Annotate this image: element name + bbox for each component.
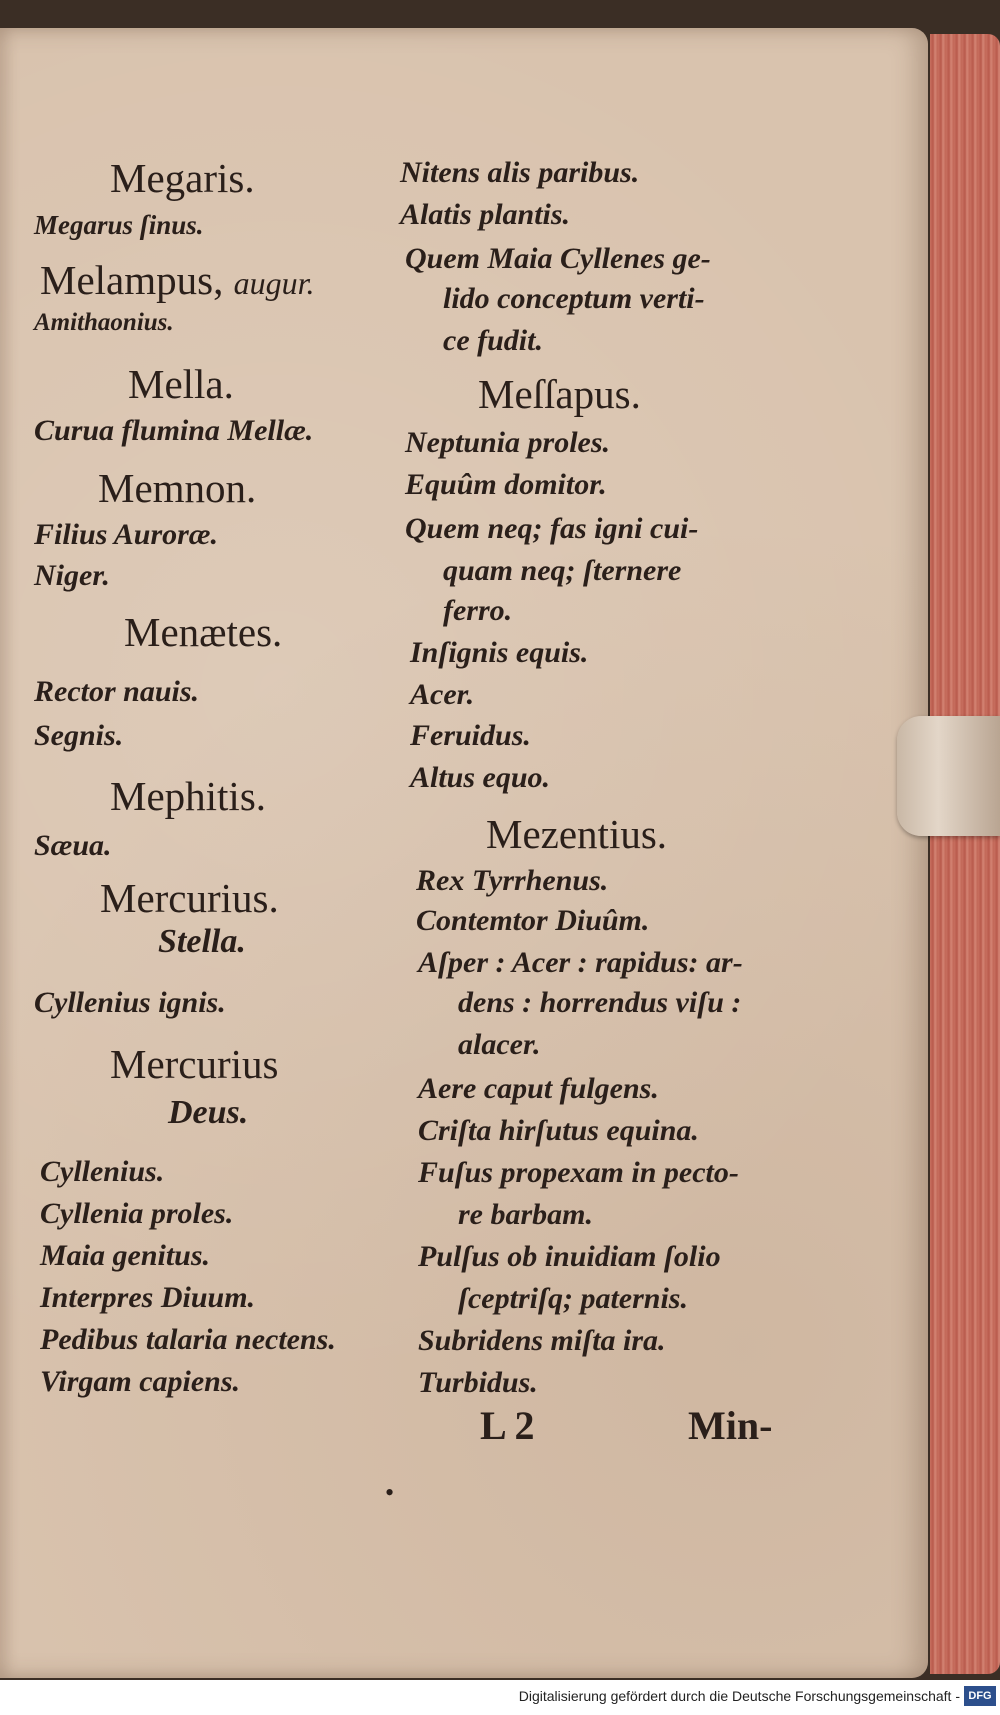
- entry-maia-genitus: Maia genitus.: [40, 1239, 211, 1272]
- entry-nitens-alis: Nitens alis paribus.: [400, 156, 640, 189]
- heading-mercurius-deus: Mercurius: [110, 1041, 279, 1087]
- entry-fusus-line2: re barbam.: [458, 1198, 593, 1231]
- bookmark-tab: [897, 716, 1000, 836]
- heading-mella: Mella.: [128, 361, 234, 407]
- entry-niger: Niger.: [34, 559, 110, 592]
- entry-rector-nauis: Rector nauis.: [34, 675, 200, 708]
- entry-subridens: Subridens miſta ira.: [418, 1324, 666, 1357]
- catchword: Min-: [688, 1403, 773, 1448]
- entry-rex-tyrrhenus: Rex Tyrrhenus.: [416, 864, 609, 897]
- footer-bar: [0, 1680, 1000, 1715]
- entry-feruidus: Feruidus.: [410, 719, 531, 752]
- entry-quem-maia-line3: ce fudit.: [443, 324, 543, 357]
- heading-mercurius-stella: Mercurius.: [100, 875, 279, 921]
- heading-mezentius: Mezentius.: [486, 811, 668, 857]
- entry-filius-aurorae: Filius Auroræ.: [34, 518, 218, 551]
- entry-fusus-line1: Fuſus propexam in pecto-: [418, 1156, 739, 1189]
- entry-pulsus-line2: ſceptriſq; paternis.: [458, 1282, 688, 1315]
- footer-credit: Digitalisierung gefördert durch die Deutsche Forschungsgemeinschaft -: [518, 1688, 960, 1704]
- entry-stella: Stella.: [158, 923, 246, 960]
- entry-quem-neque-line1: Quem neq; fas igni cui-: [405, 512, 699, 545]
- entry-quem-neque-line2: quam neq; ſternere: [443, 554, 682, 587]
- entry-quem-maia-line1: Quem Maia Cyllenes ge-: [405, 242, 711, 275]
- entry-quem-maia-line2: lido conceptum verti-: [443, 282, 705, 315]
- entry-asper-line2: dens : horrendus viſu :: [458, 986, 742, 1019]
- heading-memnon: Memnon.: [98, 465, 257, 511]
- entry-cyllenius-ignis: Cyllenius ignis.: [34, 986, 226, 1019]
- entry-insignis-equis: Inſignis equis.: [410, 636, 589, 669]
- entry-pedibus-talaria: Pedibus talaria nectens.: [40, 1323, 336, 1356]
- entry-cyllenius: Cyllenius.: [40, 1155, 165, 1188]
- dfg-logo-icon: DFG: [964, 1686, 996, 1706]
- entry-acer: Acer.: [410, 678, 475, 711]
- entry-alatis-plantis: Alatis plantis.: [400, 198, 571, 231]
- entry-interpres-diuum: Interpres Diuum.: [40, 1281, 256, 1314]
- melampus-augur: augur.: [233, 265, 315, 301]
- heading-messapus: Meſſapus.: [478, 371, 641, 417]
- heading-melampus: [40, 257, 315, 303]
- entry-saeua: Sæua.: [34, 829, 112, 862]
- heading-mephitis: Mephitis.: [110, 773, 267, 819]
- entry-turbidus: Turbidus.: [418, 1366, 538, 1399]
- entry-pulsus-line1: Pulſus ob inuidiam ſolio: [418, 1240, 721, 1273]
- entry-megarus-sinus: Megarus ſinus.: [34, 210, 204, 240]
- entry-amithaonius: Amithaonius.: [34, 309, 174, 336]
- ink-mark: •: [385, 1478, 395, 1507]
- entry-virgam-capiens: Virgam capiens.: [40, 1365, 241, 1398]
- entry-neptunia-proles: Neptunia proles.: [405, 426, 611, 459]
- entry-crista-hirsutus: Criſta hirſutus equina.: [418, 1114, 699, 1147]
- heading-megaris: Megaris.: [110, 155, 255, 201]
- entry-curua-flumina: Curua flumina Mellæ.: [34, 414, 314, 447]
- melampus-name: Melampus,: [40, 257, 224, 303]
- entry-equum-domitor: Equûm domitor.: [405, 468, 607, 501]
- heading-menaetes: Menætes.: [124, 609, 283, 655]
- entry-asper-line1: Aſper : Acer : rapidus: ar-: [418, 946, 743, 979]
- entry-cyllenia-proles: Cyllenia proles.: [40, 1197, 234, 1230]
- signature-mark: L 2: [480, 1403, 535, 1448]
- entry-quem-neque-line3: ferro.: [443, 594, 513, 627]
- entry-aere-caput: Aere caput fulgens.: [418, 1072, 659, 1105]
- page-edges: [930, 34, 1000, 1674]
- entry-altus-equo: Altus equo.: [410, 761, 551, 794]
- entry-segnis: Segnis.: [34, 719, 124, 752]
- entry-deus: Deus.: [168, 1094, 249, 1131]
- entry-contemtor-diuum: Contemtor Diuûm.: [416, 904, 650, 937]
- entry-asper-line3: alacer.: [458, 1028, 541, 1061]
